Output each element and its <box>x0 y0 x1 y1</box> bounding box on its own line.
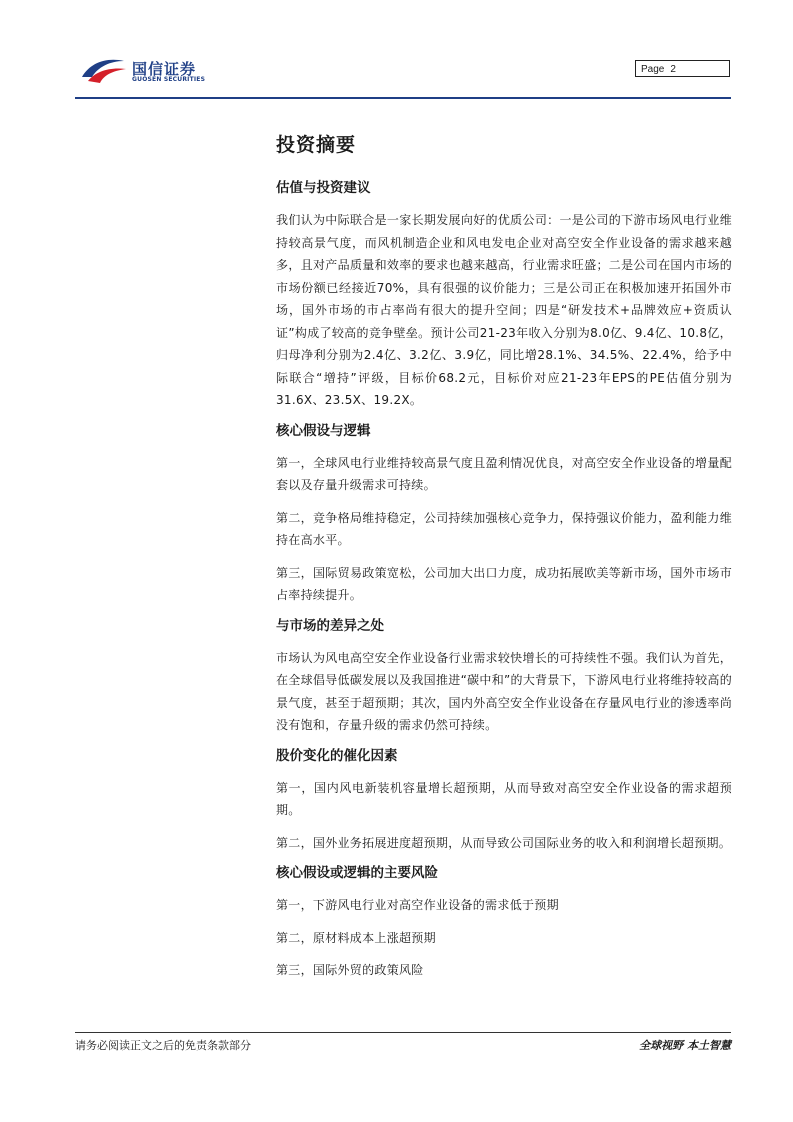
page-label: Page <box>641 64 665 75</box>
section-heading: 股价变化的催化因素 <box>276 747 398 764</box>
footer-slogan: 全球视野 本土智慧 <box>639 1039 731 1052</box>
section-heading: 与市场的差异之处 <box>276 617 384 634</box>
footer-divider <box>75 1032 731 1033</box>
footer-disclaimer: 请务必阅读正文之后的免责条款部分 <box>75 1039 251 1052</box>
page-title: 投资摘要 <box>276 134 357 156</box>
page-indicator <box>635 60 730 77</box>
section-paragraph: 第一，下游风电行业对高空作业设备的需求低于预期 <box>276 898 559 912</box>
logo-english-name: GUOSEN SECURITIES <box>132 76 206 83</box>
section-paragraph: 第三，国际外贸的政策风险 <box>276 963 424 977</box>
header-divider <box>75 97 731 99</box>
section-paragraph: 第二，原材料成本上涨超预期 <box>276 930 436 945</box>
section-paragraph: 市场认为风电高空安全作业设备行业需求较快增长的可持续性不强。我们认为首先，在全球倡导低碳发展以及我国推进“碳中和”的大背景下，下游风电行业将维持较高的景气度，甚至于超预期；其次，国内外高空安全作业设备在存量风电行业的渗透率尚没有饱和，存量升级的需求仍然可持续。 <box>276 650 732 732</box>
guosen-logo-icon <box>80 55 128 85</box>
section-paragraph: 第一，全球风电行业维持较高景气度且盈利情况优良，对高空安全作业设备的增量配套以及存量升级需求可持续。 <box>276 455 732 492</box>
section-valuation <box>276 179 732 412</box>
section-paragraph: 第二，国外业务拓展进度超预期，从而导致公司国际业务的收入和利润增长超预期。 <box>276 835 732 850</box>
section-paragraph: 我们认为中际联合是一家长期发展向好的优质公司：一是公司的下游市场风电行业维持较高景气度，而风机制造企业和风电发电企业对高空安全作业设备的需求越来越多，且对产品质量和效率的要求也越来越高，行业需求旺盛；二是公司在国内市场的市场份额已经接近70%，具有很强的议价能力；三是公司正在积极加速开拓国外市场，国外市场的市占率尚有很大的提升空间；四是“研发技术+品牌效应+资质认证”构成了较高的竞争壁垒。预计公司21-23年收入分别为8.0亿、9.4亿、10.8亿，归母净利分别为2.4亿、3.2亿、3.9亿，同比增28.1%、34.5%、22.4%，给予中际联合“增持”评级，目标价68.2元，目标价对应21-23年EPS的PE估值分别为31.6X、23.5X、19.2X。 <box>276 213 732 407</box>
section-catalysts <box>276 747 732 855</box>
section-risks <box>276 864 732 982</box>
page-number: 2 <box>670 64 676 75</box>
section-market-difference <box>276 617 732 737</box>
section-paragraph: 第三，国际贸易政策宽松，公司加大出口力度，成功拓展欧美等新市场，国外市场市占率持续提升。 <box>276 565 732 602</box>
section-heading: 核心假设或逻辑的主要风险 <box>276 865 438 881</box>
section-heading: 核心假设与逻辑 <box>276 422 371 439</box>
section-paragraph: 第二，竞争格局维持稳定，公司持续加强核心竞争力，保持强议价能力，盈利能力维持在高水平。 <box>276 510 732 547</box>
logo-chinese-name: 国信证券 <box>132 60 197 78</box>
section-core-assumptions <box>276 422 732 607</box>
section-heading: 估值与投资建议 <box>276 180 371 196</box>
company-logo <box>80 55 220 85</box>
main-content <box>276 133 732 992</box>
section-paragraph: 第一，国内风电新装机容量增长超预期，从而导致对高空安全作业设备的需求超预期。 <box>276 780 732 817</box>
